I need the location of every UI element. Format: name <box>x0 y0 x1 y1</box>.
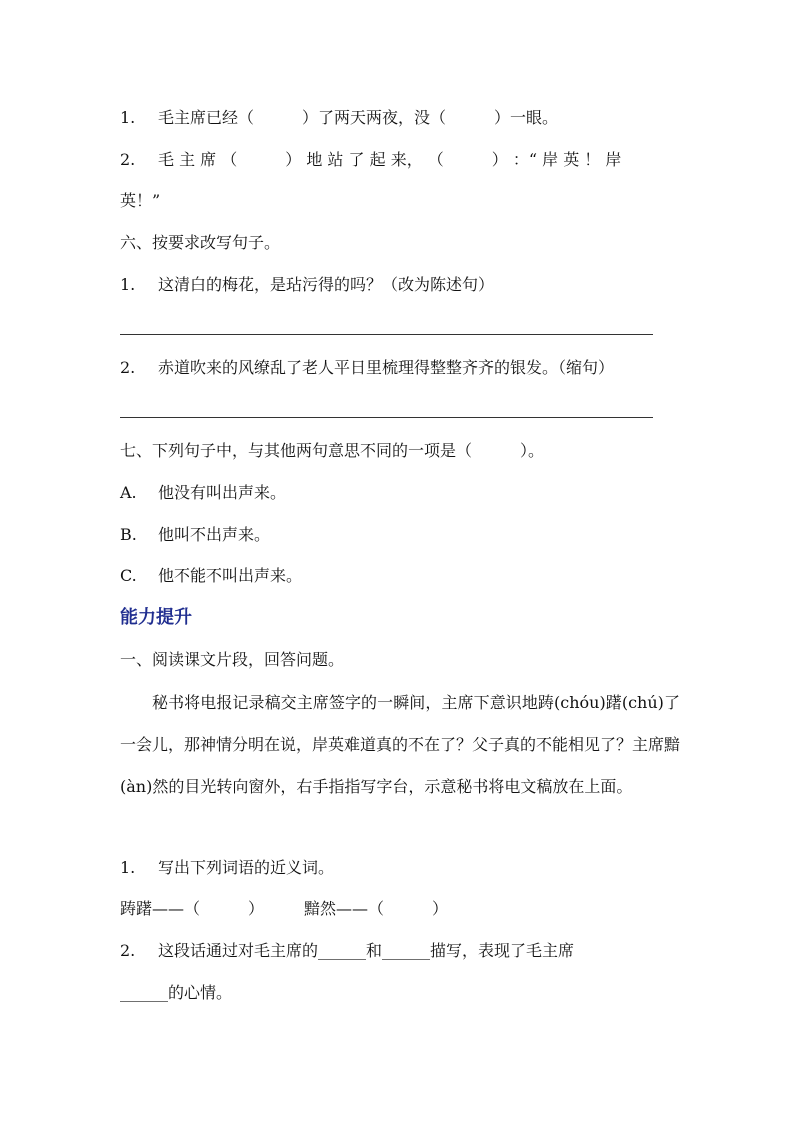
reading-passage <box>120 682 680 808</box>
question-continuation: ______的心情。 <box>120 983 233 1002</box>
synonym-item-2: 黯然——（ ） <box>304 899 449 918</box>
option-label: A. <box>120 483 137 502</box>
answer-line <box>120 417 653 418</box>
question-text: 写出下列词语的近义词。 <box>158 858 335 877</box>
option-text: 他不能不叫出声来。 <box>158 566 303 585</box>
reading-section-title: 一、阅读课文片段，回答问题。 <box>120 650 345 669</box>
option-c <box>120 566 302 586</box>
synonym-item-1: 踌躇——（ ） <box>120 899 265 918</box>
fill-blank-question-2 <box>120 150 621 170</box>
question-continuation: 英！” <box>120 191 161 210</box>
answer-line <box>120 334 653 335</box>
option-a <box>120 483 286 503</box>
reading-question-2 <box>120 941 574 961</box>
rewrite-question-1 <box>120 275 494 295</box>
section-7-title: 七、下列句子中，与其他两句意思不同的一项是（ ）。 <box>120 441 545 460</box>
question-number: 1. <box>120 275 136 294</box>
option-text: 他没有叫出声来。 <box>158 483 287 502</box>
question-text: 毛主席已经（ ）了两天两夜，没（ ）一眼。 <box>158 108 559 127</box>
question-number: 2. <box>120 150 136 169</box>
option-b <box>120 525 270 545</box>
question-number: 2. <box>120 941 136 960</box>
section-6-title: 六、按要求改写句子。 <box>120 233 281 252</box>
question-text: 这清白的梅花，是玷污得的吗？（改为陈述句） <box>158 275 495 294</box>
rewrite-question-2 <box>120 358 614 378</box>
question-number: 1. <box>120 108 136 127</box>
synonym-row <box>120 899 448 919</box>
question-number: 2. <box>120 358 136 377</box>
passage-text: 秘书将电报记录稿交主席签字的一瞬间，主席下意识地踌(chóu)躇(chú)了一会儿，那神情分明在说，岸英难道真的不在了？父子真的不能相见了？主席黯(àn)然的目光转向窗外，右手指指写字台，示意秘书将电文稿放在上面。 <box>120 693 681 796</box>
option-label: B. <box>120 525 137 544</box>
question-text: 毛 主 席 （ ） 地 站 了 起 来， （ ） ：“ 岸 英 ！ 岸 <box>158 150 622 169</box>
reading-question-1 <box>120 858 334 878</box>
fill-blank-question-1 <box>120 108 558 128</box>
ability-heading: 能力提升 <box>120 607 192 628</box>
question-text: 这段话通过对毛主席的______和______描写，表现了毛主席 <box>158 941 575 960</box>
question-text: 赤道吹来的风缭乱了老人平日里梳理得整整齐齐的银发。（缩句） <box>158 358 615 377</box>
option-label: C. <box>120 566 137 585</box>
question-number: 1. <box>120 858 136 877</box>
option-text: 他叫不出声来。 <box>158 525 271 544</box>
